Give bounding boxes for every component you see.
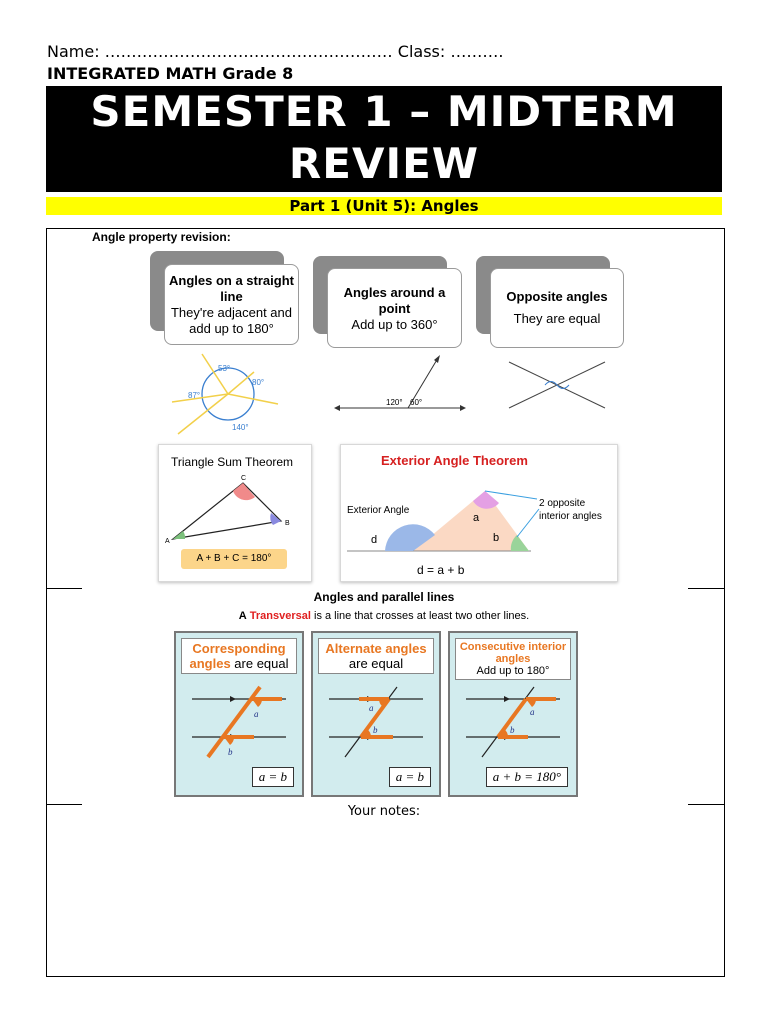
divider-mid-left: [46, 588, 82, 589]
triangle-sum-figure: [159, 469, 311, 545]
alternate-figure: [313, 683, 439, 763]
line-label-120: 120°: [386, 398, 403, 407]
corresponding-equation: a = b: [252, 767, 294, 787]
corresponding-title: [181, 638, 297, 674]
exterior-angle-formula: d = a + b: [417, 563, 465, 577]
angles-around-circle-diagram: [170, 352, 290, 436]
divider-top-right: [688, 228, 725, 229]
name-class-line: Name: ……………………………………………… Class: ……….: [47, 42, 504, 61]
corresponding-title-rest: are equal: [234, 656, 289, 671]
card-opposite-text: They are equal: [513, 311, 601, 326]
def-rest: is a line that crosses at least two other lines.: [314, 610, 530, 622]
circle-label-80: 80°: [252, 378, 265, 387]
exterior-b: b: [493, 532, 500, 544]
card-around-point-title: Angles around a point: [343, 285, 446, 316]
exterior-angle-title: Exterior Angle Theorem: [381, 453, 528, 468]
circle-label-87: 87°: [188, 391, 201, 400]
svg-text:b: b: [228, 747, 233, 757]
svg-text:a: a: [530, 707, 535, 717]
corresponding-figure: [176, 683, 302, 763]
vertex-a: A: [165, 538, 170, 545]
vertex-b: B: [285, 520, 290, 527]
parallel-heading: Angles and parallel lines: [313, 590, 455, 604]
def-prefix: A: [238, 610, 247, 622]
opposite-interior-label: 2 opposite interior angles: [539, 498, 602, 522]
straight-line-diagram: [330, 350, 470, 420]
divider-mid-right: [688, 588, 725, 589]
title-line-1: SEMESTER 1 – MIDTERM: [90, 87, 678, 136]
vertex-c: C: [241, 475, 247, 482]
card-straight-line: [164, 264, 299, 345]
card-opposite-title: Opposite angles: [506, 289, 608, 304]
exterior-angle-box: [340, 444, 618, 582]
card-around-point-text: Add up to 360°: [351, 317, 438, 332]
title-banner: [46, 86, 722, 192]
circle-label-53: 53°: [218, 364, 231, 373]
exterior-d: d: [371, 534, 378, 546]
transversal-definition: [0, 610, 768, 622]
divider-top-left: [46, 228, 82, 229]
card-straight-line-title: Angles on a straight line: [169, 273, 294, 304]
exterior-a: a: [473, 512, 480, 524]
line-label-60: 60°: [410, 398, 423, 407]
exterior-angle-label: Exterior Angle: [347, 505, 410, 516]
card-around-point: [327, 268, 462, 348]
consecutive-title-rest: Add up to 180°: [476, 665, 550, 677]
opposite-angles-diagram: [505, 356, 609, 414]
def-term: Transversal: [249, 610, 311, 622]
svg-text:b: b: [510, 725, 515, 735]
card-opposite: [490, 268, 624, 348]
course-subtitle: INTEGRATED MATH Grade 8: [47, 64, 294, 83]
circle-label-140: 140°: [232, 423, 249, 432]
consecutive-title: [455, 638, 571, 680]
corresponding-title-orange: Corresponding angles: [189, 641, 286, 671]
alternate-equation: a = b: [389, 767, 431, 787]
part-title: Part 1 (Unit 5): Angles: [46, 197, 722, 215]
alternate-title: [318, 638, 434, 674]
alternate-angles-card: [311, 631, 441, 797]
alternate-title-orange: Alternate angles: [325, 641, 427, 656]
consecutive-angles-card: [448, 631, 578, 797]
svg-text:b: b: [373, 725, 378, 735]
title-line-2: REVIEW: [288, 139, 480, 188]
consecutive-title-orange: Consecutive interior angles: [459, 641, 567, 665]
triangle-sum-box: [158, 444, 312, 582]
card-straight-line-text: They're adjacent and add up to 180°: [170, 305, 292, 336]
svg-text:a: a: [254, 709, 259, 719]
corresponding-angles-card: [174, 631, 304, 797]
triangle-sum-title: Triangle Sum Theorem: [171, 455, 294, 469]
svg-text:a: a: [369, 703, 374, 713]
revision-heading: Angle property revision:: [92, 230, 231, 244]
consecutive-figure: [450, 683, 576, 763]
your-notes-label: Your notes:: [347, 804, 421, 819]
triangle-sum-formula: A + B + C = 180°: [181, 549, 287, 569]
consecutive-equation: a + b = 180°: [486, 767, 568, 787]
alternate-title-rest: are equal: [348, 656, 404, 671]
